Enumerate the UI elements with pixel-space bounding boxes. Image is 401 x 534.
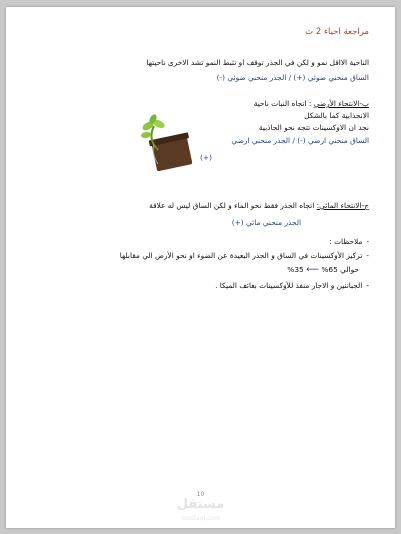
- note-1-line-1: - تركيز الأوكسينات في الساق و الجذر البعيدة عن الضوء او نحو الأرض الي مقابلها: [120, 251, 369, 260]
- section-b-line-3: نجد ان الاوكسينات تتجه نحو الجاذبية: [258, 123, 369, 132]
- section-a-line-2: الساق منحني ضوئي (+) / الجذر منحني ضوئي (-): [216, 73, 369, 82]
- section-b-line-1: ب-الانتحاء الأرضي : اتجاه النبات ناحية: [253, 99, 369, 108]
- document-page: [6, 7, 395, 528]
- section-b-line-4: الساق منحني ارضي (-) / الجذر منحني ارضي: [231, 136, 369, 145]
- note-1-value-b: 35%: [287, 265, 304, 274]
- notes-heading: - ملاحظات :: [329, 237, 369, 246]
- leaf-4: [141, 131, 152, 139]
- section-c-line-2: الجذر منحني مائي (+): [231, 218, 301, 227]
- section-a-line-1: الناحية الااقل نمو و لكن في الجذر توقف او تثبط النمو تشد الاخرى ناحيتها: [146, 58, 369, 67]
- page-title: مراجعة احياء 2 ث: [305, 27, 369, 37]
- section-c-line-1: [149, 201, 369, 210]
- note-1-line-2: [287, 265, 359, 275]
- page-number: 10: [196, 491, 205, 498]
- note-2: - الجبانتين و الاجار منفذ للأوكسينات بعائف الميكا .: [215, 281, 369, 290]
- section-b-line-2: الانجذابية كما بالشكل: [304, 111, 369, 120]
- section-b-line-5: (+): [200, 153, 212, 162]
- watermark-brand: مستقل: [176, 497, 225, 512]
- note-1-value-a: حوالي 65%: [321, 265, 359, 274]
- plant-in-pot-illustration: [132, 114, 204, 174]
- section-c-heading: ج-الانتحاء المائي:: [316, 201, 369, 210]
- section-c-text-1: اتجاه الجذر فقط نحو الماء و لكن الساق ليس له علاقة: [149, 201, 315, 210]
- watermark-url: mostaql.com: [181, 515, 220, 522]
- section-b-text-1: اتجاه النبات ناحية: [253, 99, 307, 108]
- arrow-left-icon: ⟵: [306, 265, 319, 275]
- section-b-heading: ب-الانتحاء الأرضي: [313, 99, 369, 108]
